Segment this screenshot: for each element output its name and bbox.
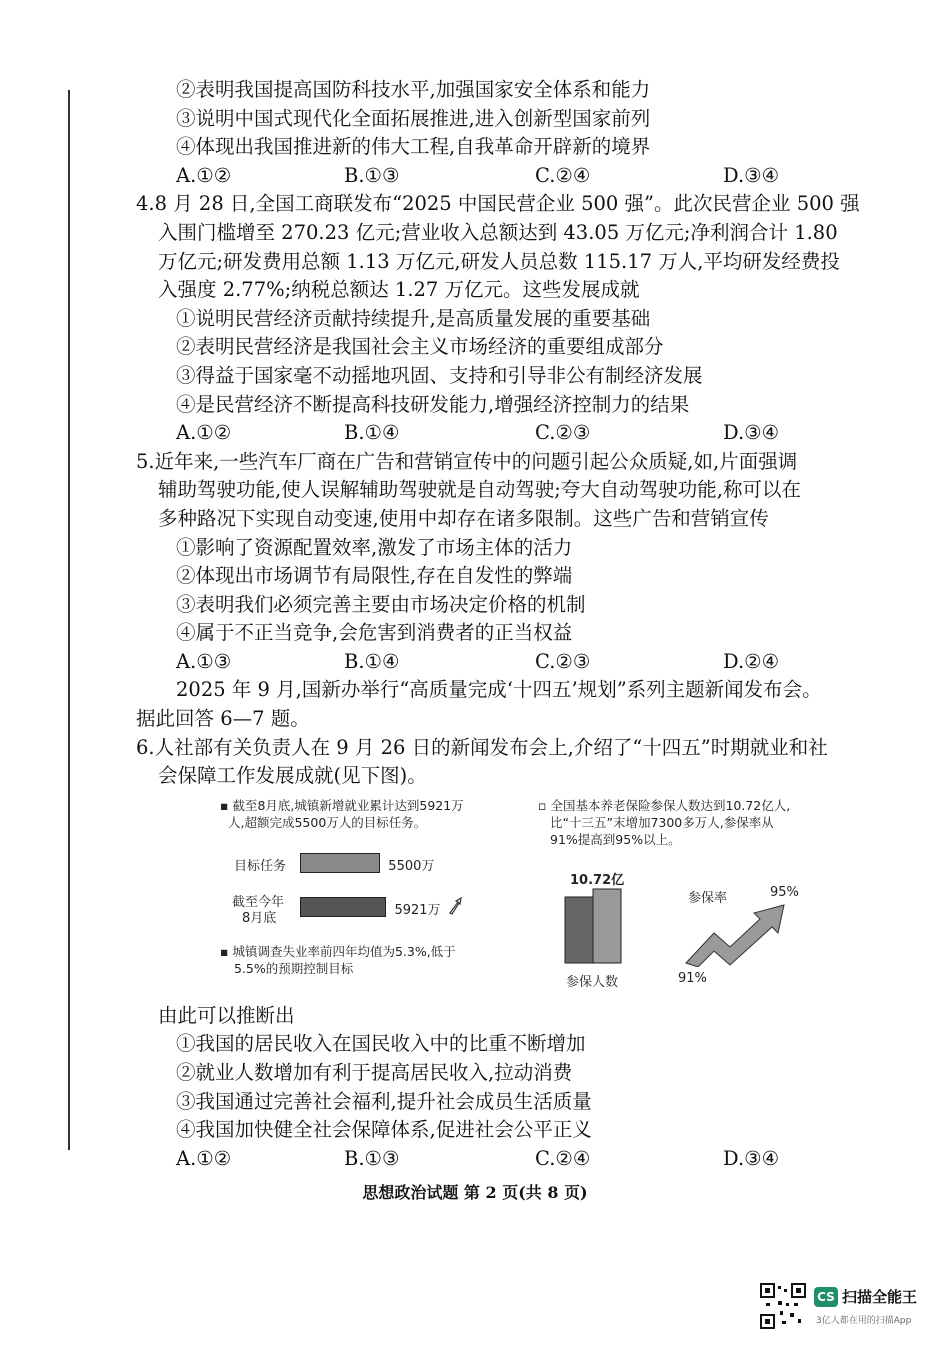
statement: ④属于不正当竞争,会危害到消费者的正当权益: [176, 621, 573, 645]
option-c: C.②④: [535, 1146, 591, 1170]
intro-line: 2025 年 9 月,国新办举行“高质量完成‘十四五’规划”系列主题新闻发布会。: [176, 678, 822, 702]
question-5: [136, 448, 898, 677]
question-lead: 由此可以推断出: [158, 1003, 295, 1027]
option-a: A.①②: [176, 421, 232, 445]
bar-label-target: 目标任务: [234, 858, 287, 874]
statement: ①我国的居民收入在国民收入中的比重不断增加: [176, 1032, 586, 1056]
answer-options: [158, 162, 898, 191]
answer-options: [158, 648, 898, 677]
statement: ①影响了资源配置效率,激发了市场主体的活力: [176, 535, 573, 559]
answer-options: [158, 1145, 898, 1174]
answer-options: [158, 419, 898, 448]
infographic: [158, 795, 898, 1000]
growth-arrow-icon: [448, 897, 462, 915]
insured-label: 参保人数: [566, 974, 619, 990]
bar-value-actual: 5921万: [394, 902, 441, 918]
bar-label-actual: 截至今年: [232, 894, 285, 910]
statement: ④体现出我国推进新的伟大工程,自我革命开辟新的境界: [176, 135, 651, 159]
page-footer: 思想政治试题 第 2 页(共 8 页): [362, 1183, 588, 1202]
question-stem: 入强度 2.77%;纳税总额达 1.27 万亿元。这些发展成就: [158, 278, 640, 302]
option-c: C.②④: [535, 163, 591, 187]
rate-start: 91%: [678, 970, 707, 986]
insured-bars-icon: [563, 887, 623, 965]
question-4: [136, 190, 898, 447]
statement: ②表明民营经济是我国社会主义市场经济的重要组成部分: [176, 335, 664, 359]
intro-line: 据此回答 6—7 题。: [136, 707, 310, 731]
statement: ③说明中国式现代化全面拓展推进,进入创新型国家前列: [176, 106, 651, 130]
question-6: [136, 734, 898, 1174]
option-b: B.①④: [344, 421, 400, 445]
figure-note: ▫ 全国基本养老保险参保人数达到10.72亿人,: [538, 797, 791, 813]
figure-note: ▪ 城镇调查失业率前四年均值为5.3%,低于: [220, 943, 456, 959]
statement: ②表明我国提高国防科技水平,加强国家安全体系和能力: [176, 78, 651, 101]
question-3-tail: [158, 76, 898, 190]
cs-logo-badge: CS: [814, 1287, 838, 1307]
bar-label-actual: 8月底: [242, 910, 277, 926]
question-stem: 多种路况下实现自动变速,使用中却存在诸多限制。这些广告和营销宣传: [158, 506, 769, 530]
option-a: A.①②: [176, 1146, 232, 1170]
statement: ④是民营经济不断提高科技研发能力,增强经济控制力的结果: [176, 392, 690, 416]
bar-actual: [300, 897, 386, 917]
question-stem: 5.近年来,一些汽车厂商在广告和营销宣传中的问题引起公众质疑,如,片面强调: [136, 449, 798, 473]
statement: ①说明民营经济贡献持续提升,是高质量发展的重要基础: [176, 306, 651, 330]
figure-note: ▪ 截至8月底,城镇新增就业累计达到5921万: [220, 797, 464, 813]
option-b: B.①④: [344, 649, 400, 673]
statement: ②就业人数增加有利于提高居民收入,拉动消费: [176, 1061, 573, 1085]
brand-name: 扫描全能王: [842, 1288, 918, 1306]
margin-line: [68, 90, 70, 1150]
option-d: D.③④: [723, 421, 780, 445]
scanner-watermark: [760, 1283, 940, 1333]
insured-value: 10.72亿: [570, 872, 625, 888]
qr-code-icon: [760, 1283, 806, 1329]
statement: ③表明我们必须完善主要由市场决定价格的机制: [176, 592, 586, 616]
statement: ③得益于国家毫不动摇地巩固、支持和引导非公有制经济发展: [176, 363, 703, 387]
rate-trend-arrow-icon: [684, 903, 788, 967]
option-b: B.①③: [344, 1146, 400, 1170]
option-d: D.②④: [723, 649, 780, 673]
statement: ②体现出市场调节有局限性,存在自发性的弊端: [176, 564, 573, 588]
option-c: C.②③: [535, 649, 591, 673]
figure-note: 人,超额完成5500万人的目标任务。: [228, 814, 427, 830]
statement: ③我国通过完善社会福利,提升社会成员生活质量: [176, 1089, 592, 1113]
figure-note: 5.5%的预期控制目标: [234, 960, 354, 976]
question-stem: 入围门槛增至 270.23 亿元;营业收入总额达到 43.05 万亿元;净利润合计 1.80: [158, 220, 838, 244]
brand-tagline: 3亿人都在用的扫描App: [816, 1316, 912, 1326]
page-content: [136, 76, 898, 1173]
statement: ④我国加快健全社会保障体系,促进社会公平正义: [176, 1118, 592, 1142]
option-d: D.③④: [723, 163, 780, 187]
question-stem: 辅助驾驶功能,使人误解辅助驾驶就是自动驾驶;夸大自动驾驶功能,称可以在: [158, 478, 801, 502]
bar-target: [300, 853, 380, 873]
figure-note: 比“十三五”末增加7300多万人,参保率从: [550, 814, 774, 830]
option-a: A.①②: [176, 163, 232, 187]
bar-value-target: 5500万: [388, 858, 435, 874]
option-b: B.①③: [344, 163, 400, 187]
rate-end: 95%: [770, 884, 799, 900]
option-d: D.③④: [723, 1146, 780, 1170]
option-a: A.①③: [176, 649, 232, 673]
question-stem: 会保障工作发展成就(见下图)。: [158, 764, 427, 788]
question-stem: 4.8 月 28 日,全国工商联发布“2025 中国民营企业 500 强”。此次民营企业 500 强: [136, 192, 860, 216]
rate-label: 参保率: [688, 890, 728, 906]
question-stem: 6.人社部有关负责人在 9 月 26 日的新闻发布会上,介绍了“十四五”时期就业和社: [136, 735, 828, 759]
option-c: C.②③: [535, 421, 591, 445]
question-stem: 万亿元;研发费用总额 1.13 万亿元,研发人员总数 115.17 万人,平均研发经费投: [158, 249, 840, 273]
figure-note: 91%提高到95%以上。: [550, 831, 681, 847]
section-intro: [136, 676, 898, 733]
